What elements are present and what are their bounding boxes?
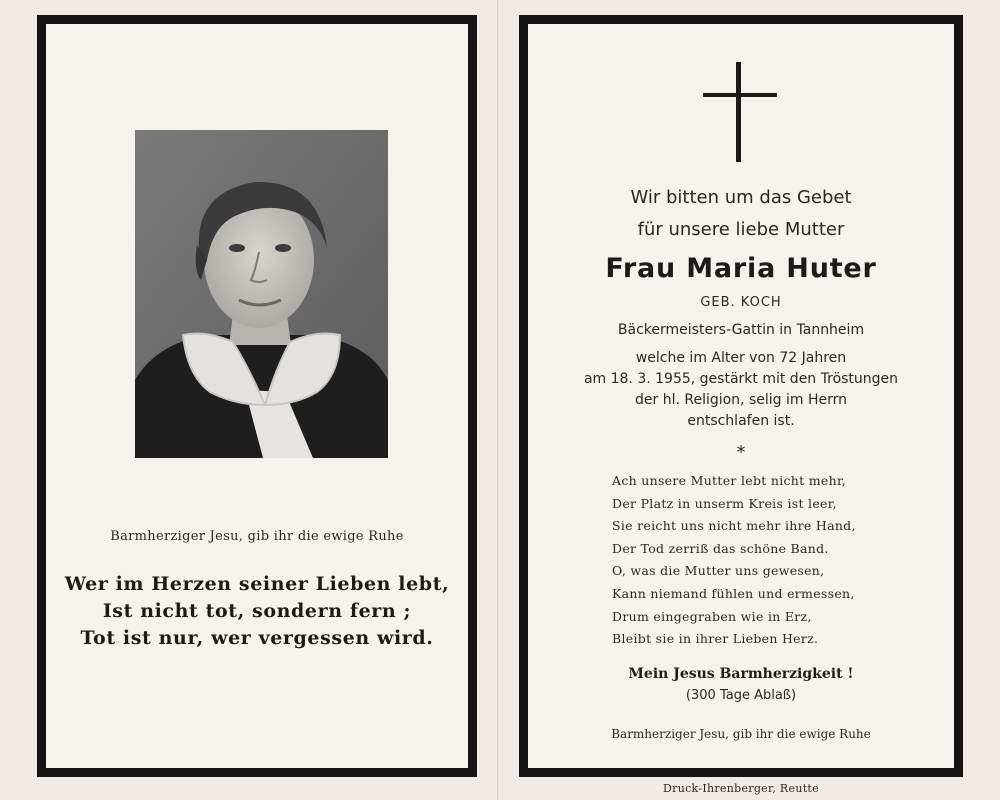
birth-name: GEB. KOCH bbox=[700, 295, 782, 310]
detail-line: welche im Alter von 72 Jahren bbox=[635, 350, 847, 366]
poem-line: Kann niemand fühlen und ermessen, bbox=[612, 585, 855, 601]
prayer-text: Barmherziger Jesu, gib ihr die ewige Ruhe bbox=[110, 529, 404, 544]
poem-line: Drum eingegraben wie in Erz, bbox=[612, 608, 812, 624]
poem-line: Ach unsere Mutter lebt nicht mehr, bbox=[612, 473, 847, 488]
left-card bbox=[37, 15, 477, 777]
separator-star: * bbox=[736, 442, 746, 463]
death-details bbox=[528, 348, 954, 432]
intro-line: für unsere liebe Mutter bbox=[637, 219, 845, 240]
cross-icon bbox=[703, 62, 777, 162]
fold-line bbox=[497, 0, 498, 800]
poem-line: Sie reicht uns nicht mehr ihre Hand, bbox=[612, 518, 856, 534]
occupation: Bäckermeisters-Gattin in Tannheim bbox=[617, 322, 865, 338]
poem bbox=[612, 470, 932, 651]
detail-line: der hl. Religion, selig im Herrn bbox=[634, 392, 847, 408]
intro-text bbox=[528, 182, 954, 246]
verse-line: Wer im Herzen seiner Lieben lebt, bbox=[64, 573, 450, 595]
poem-line: O, was die Mutter uns gewesen, bbox=[612, 563, 825, 579]
invocation: Mein Jesus Barmherzigkeit ! bbox=[628, 666, 854, 682]
poem-line: Bleibt sie in ihrer Lieben Herz. bbox=[612, 631, 819, 647]
verse-line: Ist nicht tot, sondern fern ; bbox=[102, 600, 412, 622]
poem-line: Der Tod zerriß das schöne Band. bbox=[612, 540, 829, 556]
detail-line: am 18. 3. 1955, gestärkt mit den Tröstungen bbox=[583, 371, 899, 387]
verse-line: Tot ist nur, wer vergessen wird. bbox=[80, 627, 434, 649]
poem-line: Der Platz in unserm Kreis ist leer, bbox=[612, 495, 837, 511]
right-card bbox=[519, 15, 963, 777]
portrait-photo bbox=[135, 130, 388, 458]
indulgence: (300 Tage Ablaß) bbox=[685, 688, 797, 703]
printer-credit: Druck-Ihrenberger, Reutte bbox=[663, 782, 819, 795]
intro-line: Wir bitten um das Gebet bbox=[630, 187, 852, 208]
deceased-name: Frau Maria Huter bbox=[605, 253, 877, 284]
prayer-text: Barmherziger Jesu, gib ihr die ewige Ruhe bbox=[611, 727, 871, 741]
memorial-verse bbox=[46, 571, 468, 652]
detail-line: entschlafen ist. bbox=[687, 413, 795, 429]
